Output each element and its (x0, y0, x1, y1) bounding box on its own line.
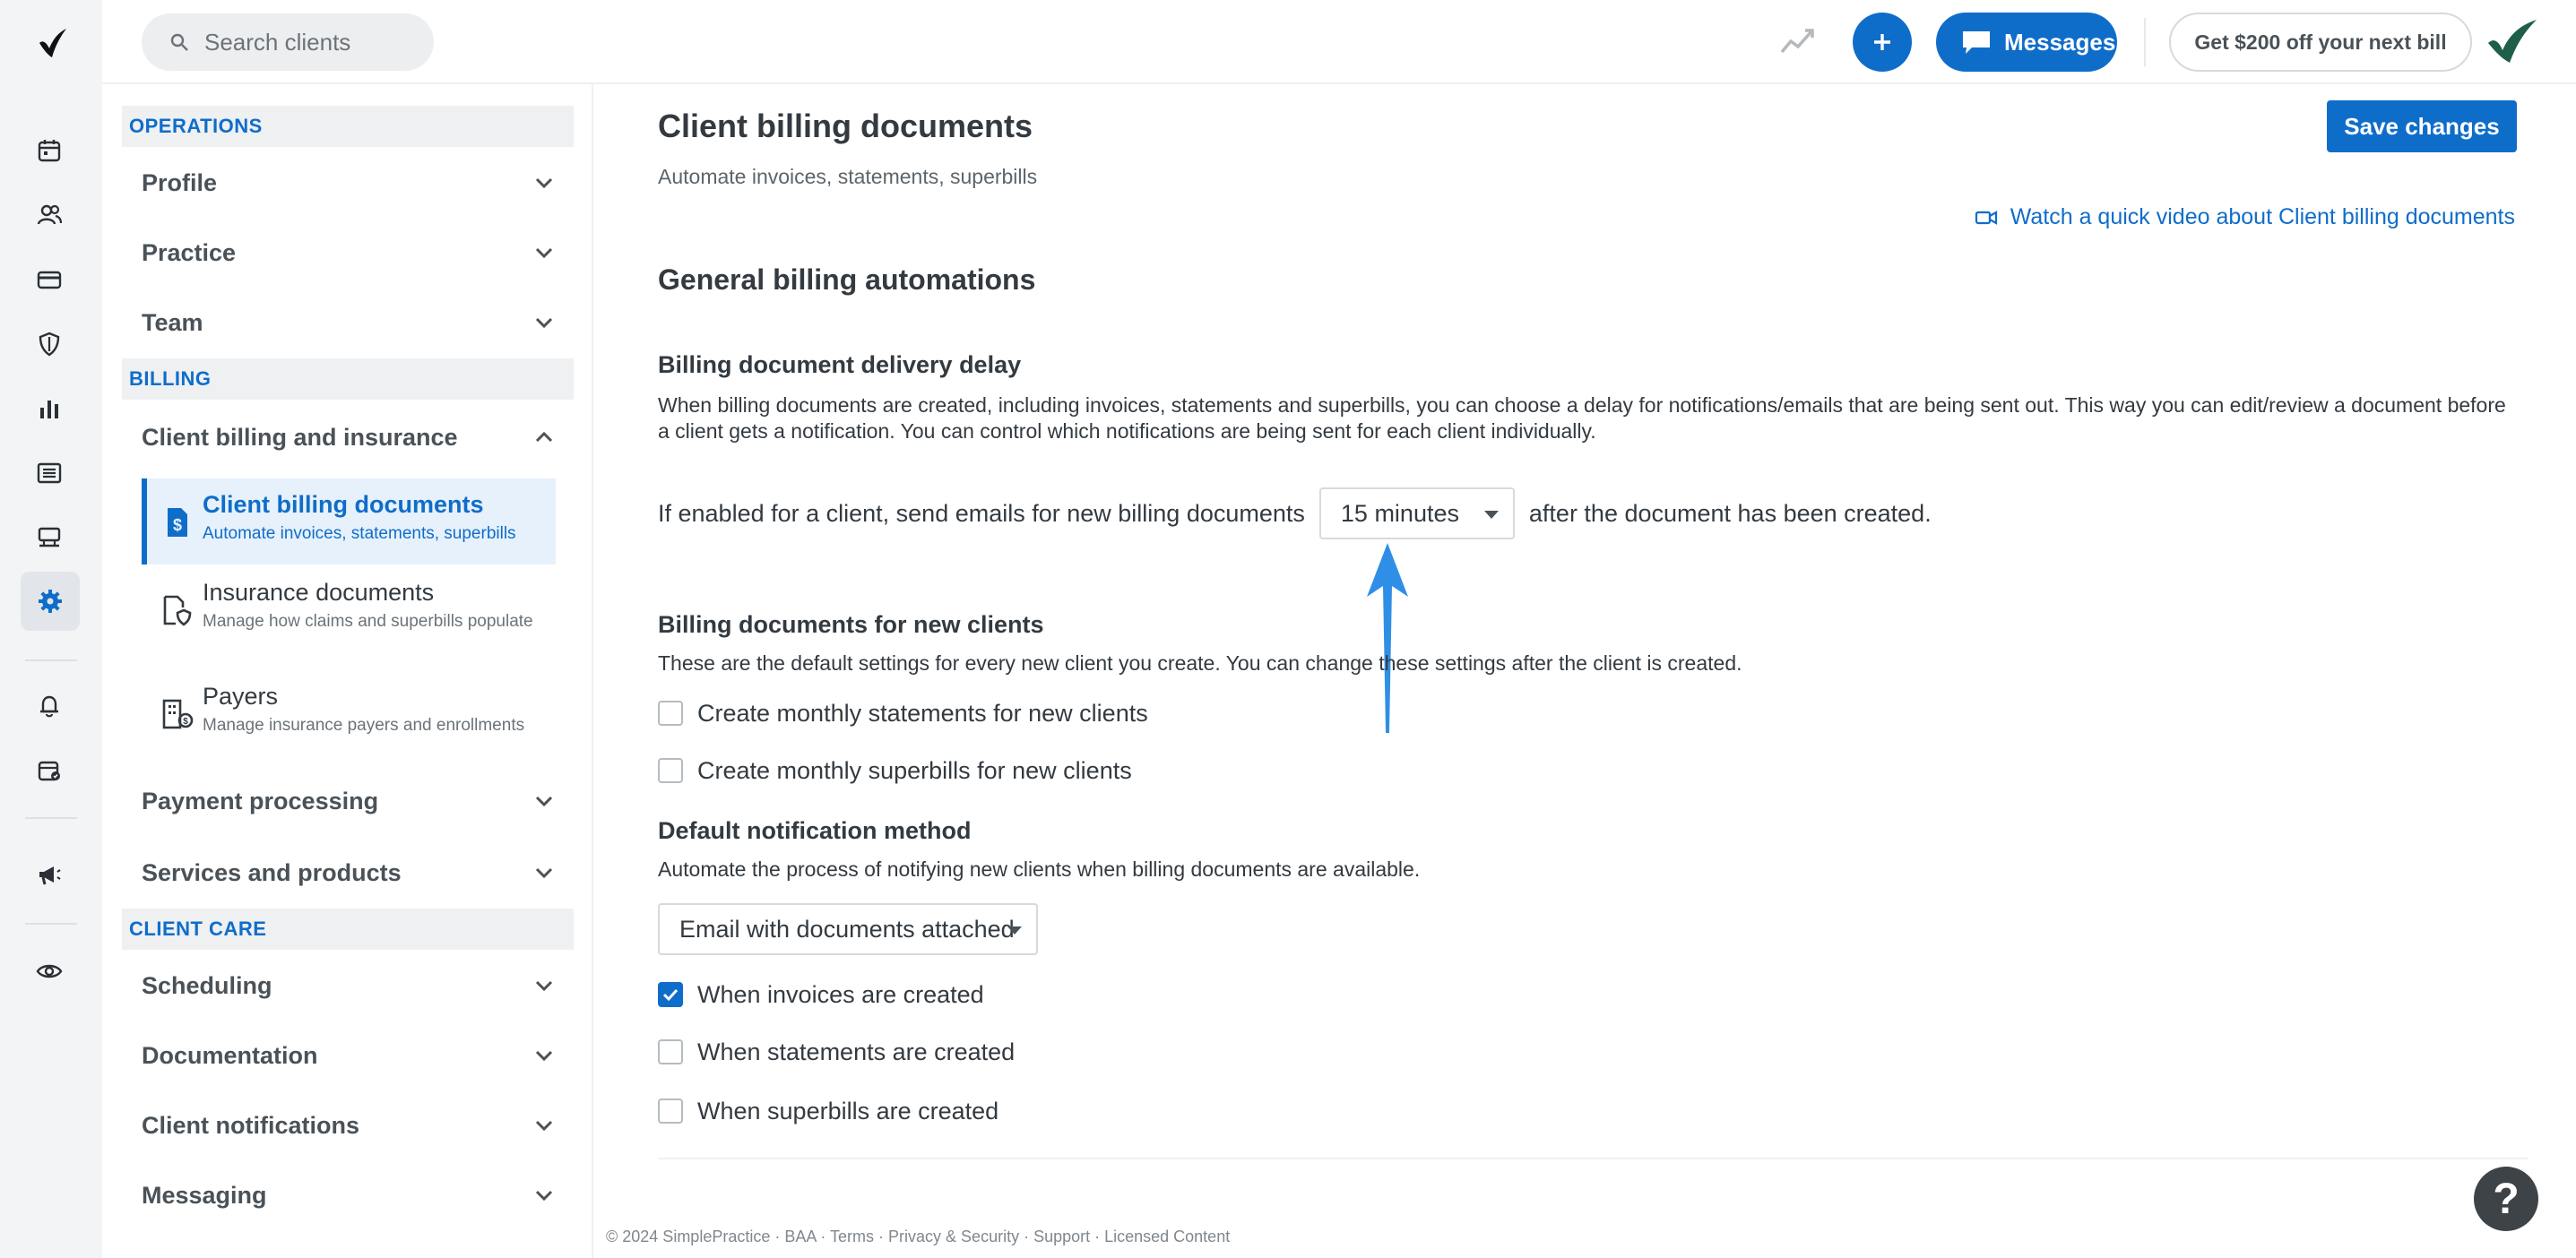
checkbox-label: When invoices are created (697, 980, 984, 1008)
visibility-eye-icon[interactable] (31, 953, 67, 989)
nav-label: Team (142, 308, 203, 336)
calendar-icon[interactable] (31, 133, 67, 168)
list-icon[interactable] (31, 455, 67, 491)
billing-document-icon (160, 505, 194, 539)
checkbox-label: Create monthly superbills for new clients (697, 756, 1132, 784)
nav-label: Documentation (142, 1041, 318, 1069)
chat-bubble-icon (1961, 29, 1992, 56)
monthly-superbills-checkbox[interactable] (658, 758, 683, 783)
nav-label: Services and products (142, 858, 402, 886)
video-camera-icon (1975, 209, 1998, 227)
page-subtitle: Automate invoices, statements, superbills (658, 165, 1038, 188)
settings-gear-icon[interactable] (21, 572, 80, 631)
dropdown-caret-icon (1484, 511, 1499, 519)
statements-created-checkbox[interactable] (658, 1039, 683, 1064)
delay-setting-row (658, 487, 1932, 539)
notification-selected-value: Email with documents attached (679, 915, 1015, 943)
checkbox-label: Create monthly statements for new clients (697, 699, 1148, 727)
rail-divider (25, 817, 77, 819)
messages-label: Messages (2004, 28, 2116, 56)
dropdown-caret-icon (1007, 926, 1022, 935)
checkbox-label: When superbills are created (697, 1097, 999, 1124)
delay-duration-select[interactable] (1319, 487, 1515, 539)
video-link-text: Watch a quick video about Client billing documents (2010, 204, 2515, 229)
chevron-down-icon (532, 1114, 556, 1137)
topbar-divider (2144, 18, 2146, 66)
nav-practice[interactable] (142, 226, 556, 280)
sidebar-item-payers[interactable] (142, 670, 556, 747)
search-placeholder: Search clients (204, 28, 351, 56)
marketplace-icon[interactable] (31, 520, 67, 556)
top-bar (102, 0, 2576, 84)
chevron-down-icon (532, 974, 556, 997)
nav-payment-processing[interactable] (142, 774, 556, 828)
watch-video-link[interactable] (1975, 204, 2515, 230)
trend-chart-icon[interactable] (1778, 23, 1816, 61)
monthly-statements-checkbox[interactable] (658, 701, 683, 726)
nav-label: Client notifications (142, 1111, 359, 1139)
insurance-shield-icon[interactable] (31, 326, 67, 362)
sub-item-desc: Manage insurance payers and enrollments (203, 716, 525, 735)
nav-messaging[interactable] (142, 1168, 556, 1222)
clients-icon[interactable] (31, 197, 67, 233)
search-icon (169, 31, 190, 53)
invoices-created-option[interactable] (658, 978, 984, 1011)
chevron-down-icon (532, 171, 556, 194)
delivery-delay-description: When billing documents are created, including invoices, statements and superbills, you can choose a delay for notifications/emails that are being sent out. This way you can edit/review a document before a client gets a notification. You can control which notifications are being sent for each client individually. (658, 393, 2506, 443)
nav-label: Practice (142, 238, 237, 266)
save-changes-button[interactable]: Save changes (2327, 100, 2517, 152)
monthly-statements-option[interactable] (658, 697, 1148, 729)
superbills-created-checkbox[interactable] (658, 1099, 683, 1124)
help-button[interactable]: ? (2474, 1167, 2538, 1231)
analytics-icon[interactable] (31, 391, 67, 427)
checkmark-icon (661, 986, 679, 1004)
nav-label: Payment processing (142, 787, 379, 814)
section-divider (658, 1158, 2528, 1159)
app-rail (0, 0, 102, 1258)
nav-label: Client billing and insurance (142, 423, 458, 451)
annotation-arrow-up-icon (1363, 541, 1412, 738)
main-content (593, 84, 2576, 1258)
new-clients-description: These are the default settings for every new client you create. You can change these settings after the client is created. (658, 651, 1742, 675)
nav-label: Profile (142, 168, 218, 196)
nav-scheduling[interactable] (142, 959, 556, 1012)
monthly-superbills-option[interactable] (658, 754, 1132, 787)
sidebar-item-client-billing-documents[interactable] (142, 478, 556, 564)
create-new-button[interactable] (1853, 13, 1912, 72)
chevron-down-icon (532, 311, 556, 334)
payers-building-icon (160, 697, 194, 731)
general-billing-heading: General billing automations (658, 263, 1036, 296)
rail-divider (25, 923, 77, 925)
delivery-delay-heading: Billing document delivery delay (658, 351, 1022, 378)
sub-item-title: Client billing documents (203, 491, 484, 518)
search-input[interactable] (142, 13, 434, 71)
statements-created-option[interactable] (658, 1036, 1015, 1068)
nav-documentation[interactable] (142, 1029, 556, 1082)
sub-item-title: Insurance documents (203, 579, 435, 606)
nav-label: Messaging (142, 1181, 267, 1209)
section-header-billing: BILLING (122, 358, 574, 400)
delay-suffix-text: after the document has been created. (1528, 499, 1932, 527)
announcements-icon[interactable] (31, 857, 67, 892)
nav-label: Scheduling (142, 971, 272, 999)
superbills-created-option[interactable] (658, 1095, 998, 1127)
chevron-down-icon (532, 861, 556, 884)
rail-divider (25, 659, 77, 661)
chevron-down-icon (532, 1044, 556, 1067)
svg-text:$: $ (183, 717, 188, 727)
nav-services-products[interactable] (142, 846, 556, 900)
notifications-bell-icon[interactable] (31, 688, 67, 724)
page-title: Client billing documents (658, 108, 1033, 144)
sub-item-desc: Automate invoices, statements, superbills (203, 524, 516, 543)
chevron-up-icon (532, 426, 556, 449)
chevron-down-icon (532, 241, 556, 264)
settings-sidebar (102, 84, 593, 1258)
sub-item-title: Payers (203, 683, 279, 710)
sub-item-desc: Manage how claims and superbills populate (203, 612, 533, 631)
nav-client-notifications[interactable] (142, 1099, 556, 1152)
sidebar-item-insurance-documents[interactable] (142, 566, 556, 659)
notification-method-heading: Default notification method (658, 817, 972, 844)
chevron-down-icon (532, 1184, 556, 1207)
requests-icon[interactable] (31, 753, 67, 788)
delay-prefix-text: If enabled for a client, send emails for new billing documents (658, 499, 1305, 527)
checkbox-label: When statements are created (697, 1038, 1016, 1065)
insurance-document-icon (160, 593, 194, 627)
new-clients-heading: Billing documents for new clients (658, 611, 1044, 638)
simplepractice-logo-icon[interactable] (32, 23, 72, 63)
nav-client-billing-insurance[interactable] (142, 410, 556, 464)
messages-button[interactable] (1936, 13, 2117, 72)
delay-selected-value: 15 minutes (1340, 499, 1459, 527)
notification-method-select[interactable] (658, 903, 1038, 955)
section-header-client-care: CLIENT CARE (122, 909, 574, 950)
account-logo-icon[interactable] (2486, 18, 2538, 65)
section-header-operations: OPERATIONS (122, 106, 574, 147)
invoices-created-checkbox[interactable] (658, 982, 683, 1007)
promo-referral-button[interactable]: Get $200 off your next bill (2169, 13, 2472, 72)
svg-text:$: $ (172, 516, 183, 534)
billing-card-icon[interactable] (31, 262, 67, 297)
nav-team[interactable] (142, 296, 556, 349)
plus-icon (1871, 31, 1893, 53)
chevron-down-icon (532, 789, 556, 813)
footer-links[interactable]: © 2024 SimplePractice · BAA · Terms · Privacy & Security · Support · Licensed Content (606, 1228, 1231, 1245)
nav-profile[interactable] (142, 156, 556, 210)
notification-method-description: Automate the process of notifying new clients when billing documents are available. (658, 857, 1421, 881)
